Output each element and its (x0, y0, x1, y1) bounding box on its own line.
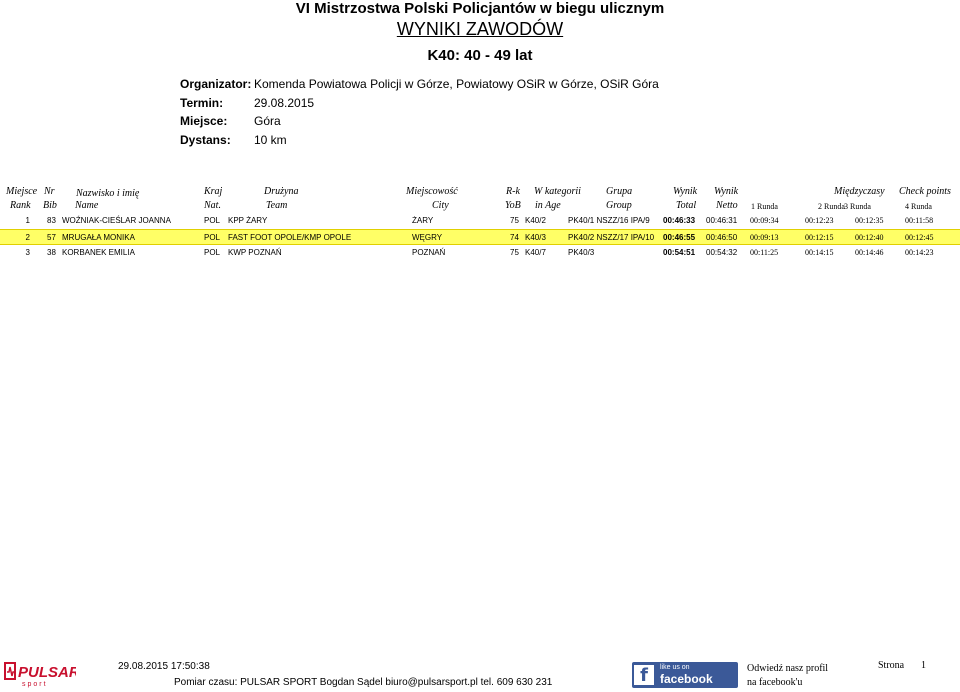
table-row (0, 213, 960, 229)
cell-yob: 75 (510, 216, 519, 225)
col-netto-pl: Wynik (714, 186, 739, 197)
cell-nat: POL (204, 233, 221, 242)
col-lap4: 4 Runda (905, 202, 932, 211)
cell-name: MRUGAŁA MONIKA (62, 233, 135, 242)
pulsar-logo-graphic (4, 660, 76, 688)
page-label: Strona (878, 660, 905, 671)
col-city-pl: Miejscowość (406, 186, 458, 197)
cell-netto: 00:54:32 (706, 248, 738, 257)
facebook-like-text: like us on (660, 664, 690, 671)
cell-group: PK40/2 NSZZ/17 IPA/10 (568, 233, 655, 242)
cell-bib: 38 (47, 248, 56, 257)
date-value: 29.08.2015 (254, 96, 315, 110)
place-line (180, 113, 281, 129)
col-bib-en: Bib (43, 200, 57, 211)
col-inage-pl: W kategorii (534, 186, 581, 197)
cell-nat: POL (204, 248, 221, 257)
cell-lap3: 00:14:46 (855, 248, 884, 257)
col-netto-en: Netto (716, 200, 738, 211)
cell-lap3: 00:12:35 (855, 216, 884, 225)
col-rank-en: Rank (10, 200, 31, 211)
col-lap1: 1 Runda (751, 202, 778, 211)
distance-value: 10 km (254, 133, 287, 147)
cell-inage: K40/3 (525, 233, 546, 242)
cell-lap4: 00:14:23 (905, 248, 934, 257)
cell-lap2: 00:12:23 (805, 216, 834, 225)
col-group-pl: Grupa (606, 186, 633, 197)
cell-inage: K40/2 (525, 216, 546, 225)
col-splits-pl: Międzyczasy (834, 186, 885, 197)
cell-rank: 2 (25, 233, 30, 242)
cell-team: FAST FOOT OPOLE/KMP OPOLE (228, 233, 352, 242)
cell-name: KORBANEK EMILIA (62, 248, 135, 257)
cell-lap1: 00:09:34 (750, 216, 779, 225)
col-city-en: City (432, 200, 449, 211)
col-group-en: Group (606, 200, 632, 211)
cell-lap1: 00:09:13 (750, 233, 779, 242)
event-title: VI Mistrzostwa Polski Policjantów w biegu ulicznym (295, 0, 665, 17)
facebook-icon: f (634, 665, 654, 685)
category-heading: K40: 40 - 49 lat (427, 47, 533, 64)
date-label: Termin: (180, 96, 224, 110)
facebook-visit-line2: na facebook'u (747, 677, 803, 688)
facebook-badge[interactable] (632, 662, 738, 688)
logo-subtext: sport (22, 681, 48, 688)
cell-yob: 75 (510, 248, 519, 257)
place-value: Góra (254, 114, 281, 128)
logo-text: PULSAR (18, 664, 76, 681)
cell-lap1: 00:11:25 (750, 248, 779, 257)
cell-city: ŻARY (412, 216, 434, 225)
print-timestamp: 29.08.2015 17:50:38 (118, 661, 210, 672)
col-nat-pl: Kraj (204, 186, 223, 197)
cell-group: PK40/3 (568, 248, 595, 257)
col-lap2: 2 Runda (818, 202, 845, 211)
col-total-en: Total (676, 200, 697, 211)
table-row (0, 245, 960, 261)
cell-team: KWP POZNAŃ (228, 248, 282, 257)
cell-total: 00:46:55 (663, 233, 696, 242)
cell-total: 00:54:51 (663, 248, 696, 257)
cell-lap2: 00:12:15 (805, 233, 834, 242)
cell-name: WOŹNIAK-CIEŚLAR JOANNA (62, 216, 171, 225)
col-yob-en: YoB (505, 200, 521, 211)
cell-total: 00:46:33 (663, 216, 696, 225)
cell-lap3: 00:12:40 (855, 233, 884, 242)
page-number: 1 (921, 660, 926, 671)
cell-lap2: 00:14:15 (805, 248, 834, 257)
pulsar-logo (4, 660, 76, 688)
facebook-name-text: facebook (660, 672, 713, 686)
timing-credit: Pomiar czasu: PULSAR SPORT Bogdan Sądel biuro@pulsarsport.pl tel. 609 630 231 (174, 677, 553, 688)
cell-netto: 00:46:31 (706, 216, 738, 225)
organizer-line (180, 76, 659, 92)
col-rank-pl: Miejsce (6, 186, 38, 197)
col-inage-en: in Age (535, 200, 561, 211)
col-name-en: Name (75, 200, 99, 211)
cell-bib: 57 (47, 233, 56, 242)
col-bib-pl: Nr (44, 186, 55, 197)
cell-lap4: 00:11:58 (905, 216, 934, 225)
organizer-value: Komenda Powiatowa Policji w Górze, Powiatowy OSiR w Górze, OSiR Góra (254, 77, 659, 91)
cell-nat: POL (204, 216, 221, 225)
cell-rank: 3 (25, 248, 30, 257)
col-nat-en: Nat. (204, 200, 221, 211)
cell-bib: 83 (47, 216, 56, 225)
organizer-label: Organizator: (180, 77, 252, 91)
place-label: Miejsce: (180, 114, 228, 128)
table-row (0, 229, 960, 245)
cell-lap4: 00:12:45 (905, 233, 934, 242)
distance-line (180, 132, 287, 148)
cell-group: PK40/1 NSZZ/16 IPA/9 (568, 216, 650, 225)
col-total-pl: Wynik (673, 186, 698, 197)
cell-team: KPP ŻARY (228, 216, 268, 225)
col-yob-pl: R-k (506, 186, 520, 197)
cell-city: WĘGRY (412, 233, 443, 242)
distance-label: Dystans: (180, 133, 231, 147)
col-lap3: 3 Runda (844, 202, 871, 211)
results-heading: WYNIKI ZAWODÓW (396, 19, 564, 39)
col-checkpoints-pl: Check points (899, 186, 951, 197)
cell-inage: K40/7 (525, 248, 546, 257)
col-team-en: Team (266, 200, 288, 211)
date-line (180, 95, 314, 111)
facebook-visit-line1: Odwiedź nasz profil (747, 663, 829, 674)
col-team-pl: Drużyna (264, 186, 299, 197)
cell-netto: 00:46:50 (706, 233, 738, 242)
cell-city: POZNAŃ (412, 248, 446, 257)
col-name-pl: Nazwisko i imię (76, 188, 140, 199)
cell-yob: 74 (510, 233, 519, 242)
cell-rank: 1 (25, 216, 30, 225)
